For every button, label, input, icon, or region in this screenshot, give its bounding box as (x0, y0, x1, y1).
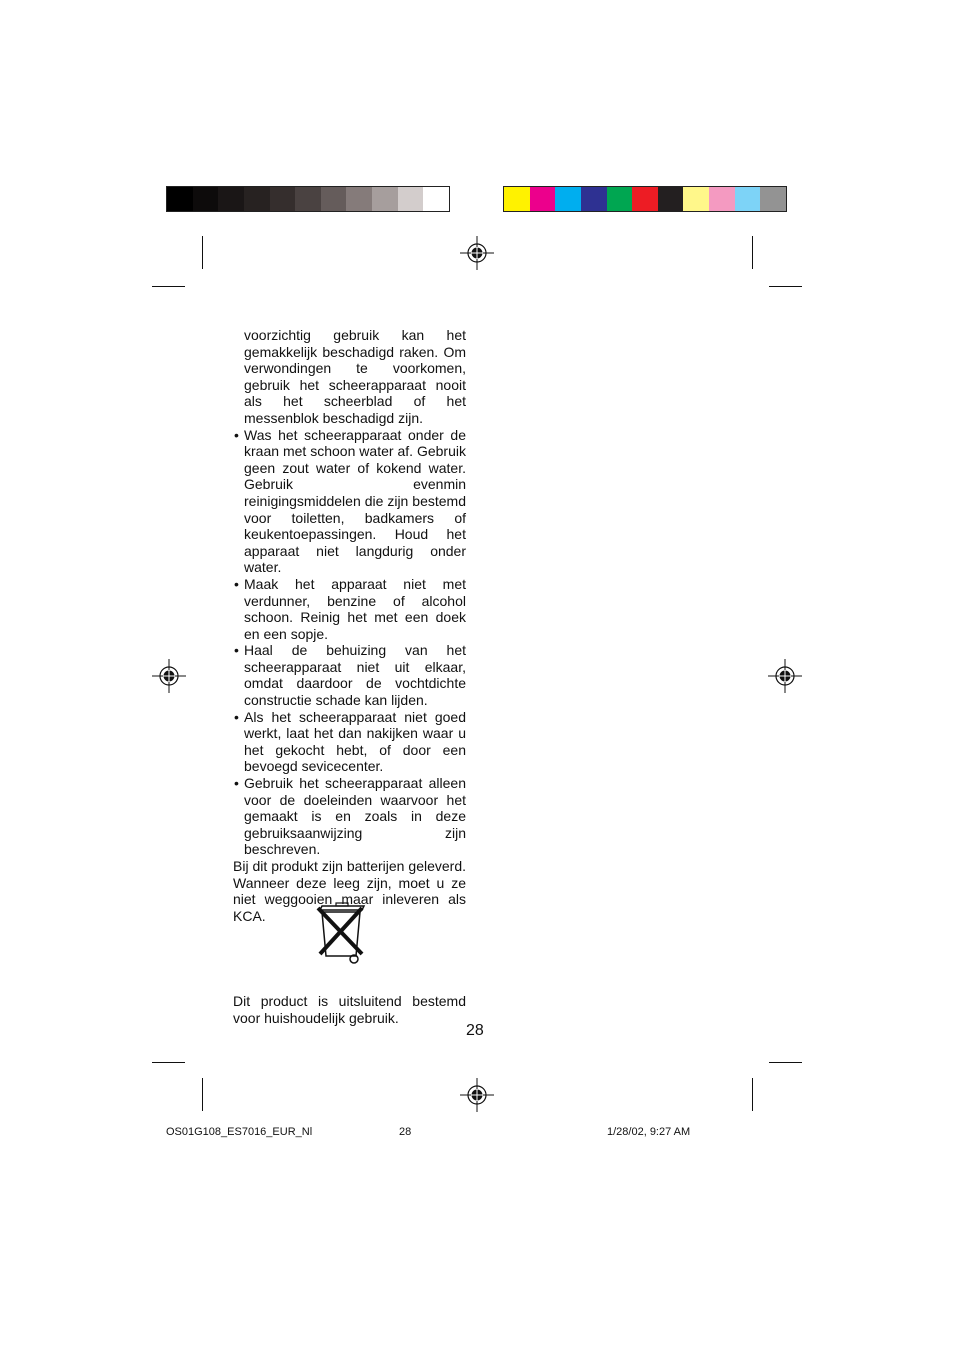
color-swatch (735, 187, 761, 211)
footer-file-name: OS01G108_ES7016_EUR_Nl (166, 1126, 313, 1138)
list-item: • Gebruik het scheerapparaat alleen voor de doeleinden waarvoor het gemaakt is en zoals in deze gebruiksaanwijzing zijn beschreven. (233, 775, 466, 858)
color-swatch (167, 187, 193, 211)
color-swatch (244, 187, 270, 211)
color-swatch (581, 187, 607, 211)
color-swatch (270, 187, 296, 211)
footer-timestamp: 1/28/02, 9:27 AM (607, 1126, 691, 1138)
crop-mark (752, 1078, 753, 1111)
color-swatch (372, 187, 398, 211)
color-swatch (632, 187, 658, 211)
household-use-text: Dit product is uitsluitend bestemd voor huishoudelijk gebruik. (233, 993, 466, 1026)
color-swatch (607, 187, 633, 211)
safety-bullet-list (233, 427, 466, 858)
color-swatch (709, 187, 735, 211)
list-item: • Was het scheerapparaat onder de kraan met schoon water af. Gebruik geen zout water of kokend water. Gebruik evenmin reinigingsmiddelen die zijn bestemd voor toiletten, badkamers of keukentoepassingen. Houd het apparaat niet langdurig onder water. (233, 427, 466, 576)
crop-mark (769, 1062, 802, 1063)
registration-mark-icon (460, 1078, 494, 1112)
crossed-out-wheelie-bin-icon (316, 902, 368, 966)
crop-mark (769, 286, 802, 287)
color-swatch (346, 187, 372, 211)
battery-note: Bij dit produkt zijn batterijen geleverd. Wanneer deze leeg zijn, moet u ze niet weggooien maar inleveren als KCA. (233, 858, 466, 924)
process-color-bar (503, 186, 787, 212)
color-swatch (555, 187, 581, 211)
crop-mark (752, 236, 753, 269)
color-swatch (760, 187, 786, 211)
list-item: • Haal de behuizing van het scheerapparaat niet uit elkaar, omdat daardoor de vochtdichte constructie schade kan lijden. (233, 642, 466, 708)
registration-mark-icon (768, 659, 802, 693)
color-swatch (530, 187, 556, 211)
color-swatch (423, 187, 449, 211)
household-use-note (233, 993, 466, 1026)
color-swatch (321, 187, 347, 211)
color-swatch (218, 187, 244, 211)
color-swatch (398, 187, 424, 211)
list-item: • Als het scheerapparaat niet goed werkt, laat het dan nakijken waar u het gekocht hebt, of door een bevoegd sevicecenter. (233, 709, 466, 775)
registration-mark-icon (460, 236, 494, 270)
list-item: • Maak het apparaat niet met verdunner, benzine of alcohol schoon. Reinig het met een doek en een sopje. (233, 576, 466, 642)
color-swatch (683, 187, 709, 211)
color-swatch (504, 187, 530, 211)
intro-paragraph: voorzichtig gebruik kan het gemakkelijk beschadigd raken. Om verwondingen te voorkomen, gebruik het scheerapparaat nooit als het scheerblad of het messenblok beschadigd zijn. (244, 327, 466, 426)
footer-page-number: 28 (399, 1126, 412, 1138)
color-swatch (658, 187, 684, 211)
crop-mark (202, 236, 203, 269)
color-swatch (193, 187, 219, 211)
page-number: 28 (466, 1022, 484, 1039)
body-text-column (233, 327, 466, 924)
crop-mark (202, 1078, 203, 1111)
crop-mark (152, 286, 185, 287)
grayscale-color-bar (166, 186, 450, 212)
crop-mark (152, 1062, 185, 1063)
registration-mark-icon (152, 659, 186, 693)
color-swatch (295, 187, 321, 211)
